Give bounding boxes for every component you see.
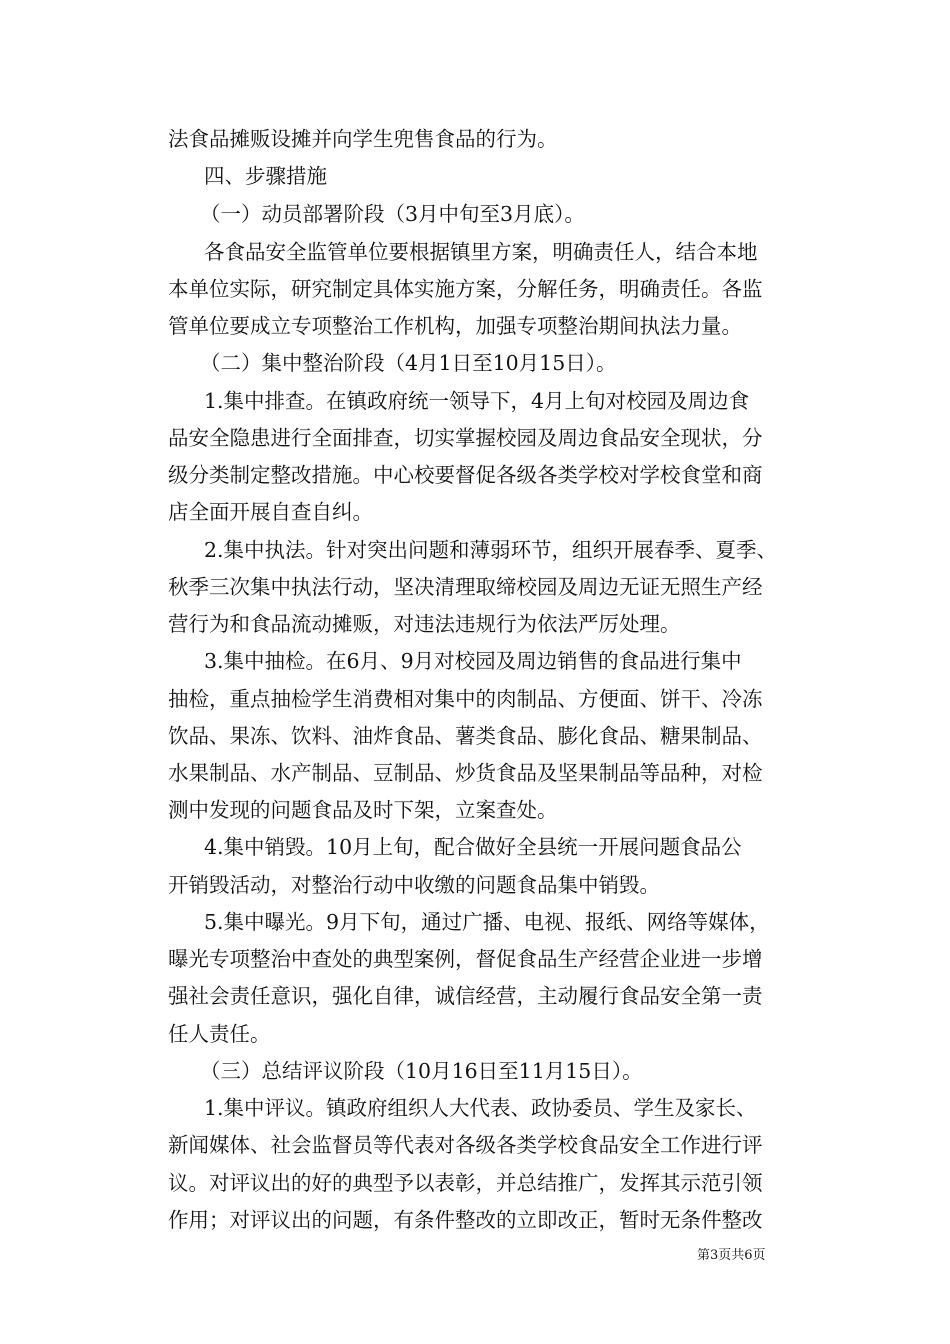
text-line: 议。对评议出的好的典型予以表彰，并总结推广，发挥其示范引领 — [168, 1171, 763, 1195]
text-line: 饮品、果冻、饮料、油炸食品、薯类食品、膨化食品、糖果制品、 — [168, 724, 763, 748]
text-line: 营行为和食品流动摊贩，对违法违规行为依法严厉处理。 — [168, 612, 681, 636]
text-line: 秋季三次集中执法行动，坚决清理取缔校园及周边无证无照生产经 — [168, 575, 763, 599]
text-line: 作用；对评议出的问题，有条件整改的立即改正，暂时无条件整改 — [168, 1208, 763, 1232]
text-line: 抽检，重点抽检学生消费相对集中的肉制品、方便面、饼干、冷冻 — [168, 687, 763, 711]
text-line: 级分类制定整改措施。中心校要督促各级各类学校对学校食堂和商 — [168, 463, 763, 487]
text-line: 2.集中执法。针对突出问题和薄弱环节，组织开展春季、夏季、 — [204, 538, 778, 562]
section-heading: 四、步骤措施 — [204, 164, 327, 188]
text-line: 店全面开展自查自纠。 — [168, 500, 373, 524]
text-line: 1.集中排查。在镇政府统一领导下，4月上旬对校园及周边食 — [204, 389, 750, 413]
text-line: 品安全隐患进行全面排查，切实掌握校园及周边食品安全现状，分 — [168, 426, 763, 450]
text-line: 新闻媒体、社会监督员等代表对各级各类学校食品安全工作进行评 — [168, 1133, 763, 1157]
subsection-heading: （一）动员部署阶段（3月中旬至3月底）。 — [200, 202, 585, 226]
text-line: 法食品摊贩设摊并向学生兜售食品的行为。 — [168, 127, 558, 151]
subsection-heading: （二）集中整治阶段（4月1日至10月15日）。 — [200, 351, 617, 375]
text-line: 4.集中销毁。10月上旬，配合做好全县统一开展问题食品公 — [204, 835, 742, 859]
text-line: 1.集中评议。镇政府组织人大代表、政协委员、学生及家长、 — [204, 1096, 757, 1120]
text-line: 开销毁活动，对整治行动中收缴的问题食品集中销毁。 — [168, 873, 660, 897]
text-line: 强社会责任意识，强化自律，诚信经营，主动履行食品安全第一责 — [168, 984, 763, 1008]
text-line: 各食品安全监管单位要根据镇里方案，明确责任人，结合本地 — [204, 240, 758, 264]
text-line: 本单位实际，研究制定具体实施方案，分解任务，明确责任。各监 — [168, 277, 763, 301]
text-line: 水果制品、水产制品、豆制品、炒货食品及坚果制品等品种，对检 — [168, 761, 763, 785]
text-line: 任人责任。 — [168, 1022, 271, 1046]
page-number: 第3页共6页 — [697, 1248, 766, 1263]
text-line: 5.集中曝光。9月下旬，通过广播、电视、报纸、网络等媒体， — [204, 910, 770, 934]
text-line: 曝光专项整治中查处的典型案例，督促食品生产经营企业进一步增 — [168, 947, 763, 971]
text-line: 3.集中抽检。在6月、9月对校园及周边销售的食品进行集中 — [204, 649, 742, 673]
subsection-heading: （三）总结评议阶段（10月16日至11月15日）。 — [200, 1059, 643, 1083]
text-line: 管单位要成立专项整治工作机构，加强专项整治期间执法力量。 — [168, 314, 742, 338]
text-line: 测中发现的问题食品及时下架，立案查处。 — [168, 798, 558, 822]
